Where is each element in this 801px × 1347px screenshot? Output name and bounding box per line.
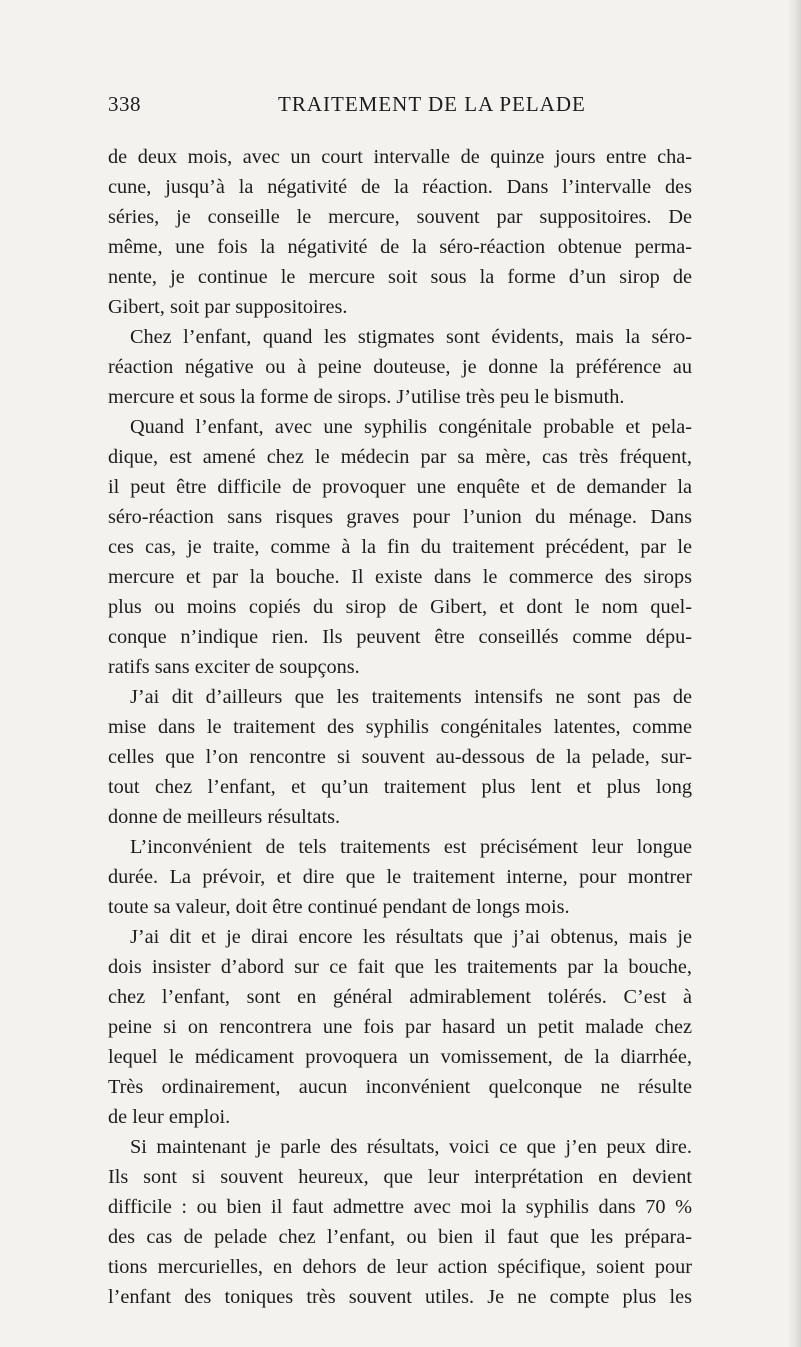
paragraph — [108, 922, 692, 1132]
text-line: conque n’indique rien. Ils peuvent être conseillés comme dépu- — [108, 626, 692, 648]
page-header — [108, 92, 692, 122]
text-line: de leur emploi. — [108, 1106, 231, 1128]
paragraph — [108, 832, 692, 922]
text-line: tions mercurielles, en dehors de leur action spécifique, soient pour — [108, 1256, 692, 1278]
text-line: même, une fois la négativité de la séro-réaction obtenue perma- — [108, 236, 692, 258]
text-line: il peut être difficile de provoquer une enquête et de demander la — [108, 476, 692, 498]
text-line: réaction négative ou à peine douteuse, je donne la préférence au — [108, 356, 692, 378]
page-number: 338 — [108, 92, 141, 116]
page-edge-shadow — [787, 0, 801, 1347]
text-line: cune, jusqu’à la négativité de la réaction. Dans l’intervalle des — [108, 176, 692, 198]
text-line: nente, je continue le mercure soit sous la forme d’un sirop de — [108, 266, 692, 288]
text-line: dique, est amené chez le médecin par sa mère, cas très fréquent, — [108, 446, 692, 468]
text-line: durée. La prévoir, et dire que le traitement interne, pour montrer — [108, 866, 692, 888]
text-line: lequel le médicament provoquera un vomissement, de la diarrhée, — [108, 1046, 692, 1068]
text-line: dois insister d’abord sur ce fait que les traitements par la bouche, — [108, 956, 692, 978]
paragraph — [108, 322, 692, 412]
text-line: Si maintenant je parle des résultats, voici ce que j’en peux dire. — [130, 1136, 692, 1158]
text-line: séro-réaction sans risques graves pour l’union du ménage. Dans — [108, 506, 692, 528]
paragraph — [108, 1132, 692, 1312]
text-line: Quand l’enfant, avec une syphilis congénitale probable et pela- — [130, 416, 692, 438]
text-line: de deux mois, avec un court intervalle de quinze jours entre cha- — [108, 146, 692, 168]
body-text — [108, 142, 692, 1312]
text-line: ces cas, je traite, comme à la fin du traitement précédent, par le — [108, 536, 692, 558]
text-line: mercure et par la bouche. Il existe dans le commerce des sirops — [108, 566, 692, 588]
running-title: TRAITEMENT DE LA PELADE — [278, 92, 586, 116]
text-line: J’ai dit d’ailleurs que les traitements intensifs ne sont pas de — [130, 686, 692, 708]
text-line: difficile : ou bien il faut admettre avec moi la syphilis dans 70 % — [108, 1196, 692, 1218]
text-line: celles que l’on rencontre si souvent au-dessous de la pelade, sur- — [108, 746, 692, 768]
text-line: Chez l’enfant, quand les stigmates sont évidents, mais la séro- — [130, 326, 692, 348]
text-line: donne de meilleurs résultats. — [108, 806, 341, 828]
text-line: mise dans le traitement des syphilis congénitales latentes, comme — [108, 716, 692, 738]
paragraph — [108, 682, 692, 832]
paragraph — [108, 412, 692, 682]
text-line: Ils sont si souvent heureux, que leur interprétation en devient — [108, 1166, 692, 1188]
text-line: séries, je conseille le mercure, souvent par suppositoires. De — [108, 206, 692, 228]
text-line: J’ai dit et je dirai encore les résultats que j’ai obtenus, mais je — [130, 926, 692, 948]
text-line: plus ou moins copiés du sirop de Gibert, et dont le nom quel- — [108, 596, 692, 618]
text-line: Gibert, soit par suppositoires. — [108, 296, 348, 318]
text-line: Très ordinairement, aucun inconvénient quelconque ne résulte — [108, 1076, 692, 1098]
text-line: des cas de pelade chez l’enfant, ou bien il faut que les prépara- — [108, 1226, 692, 1248]
text-line: mercure et sous la forme de sirops. J’utilise très peu le bismuth. — [108, 386, 625, 408]
text-line: chez l’enfant, sont en général admirablement tolérés. C’est à — [108, 986, 692, 1008]
text-line: toute sa valeur, doit être continué pendant de longs mois. — [108, 896, 570, 918]
text-line: l’enfant des toniques très souvent utiles. Je ne compte plus les — [108, 1286, 692, 1308]
paragraph — [108, 142, 692, 322]
text-line: ratifs sans exciter de soupçons. — [108, 656, 360, 678]
text-line: L’inconvénient de tels traitements est précisément leur longue — [130, 836, 692, 858]
text-line: peine si on rencontrera une fois par hasard un petit malade chez — [108, 1016, 692, 1038]
text-line: tout chez l’enfant, et qu’un traitement plus lent et plus long — [108, 776, 692, 798]
